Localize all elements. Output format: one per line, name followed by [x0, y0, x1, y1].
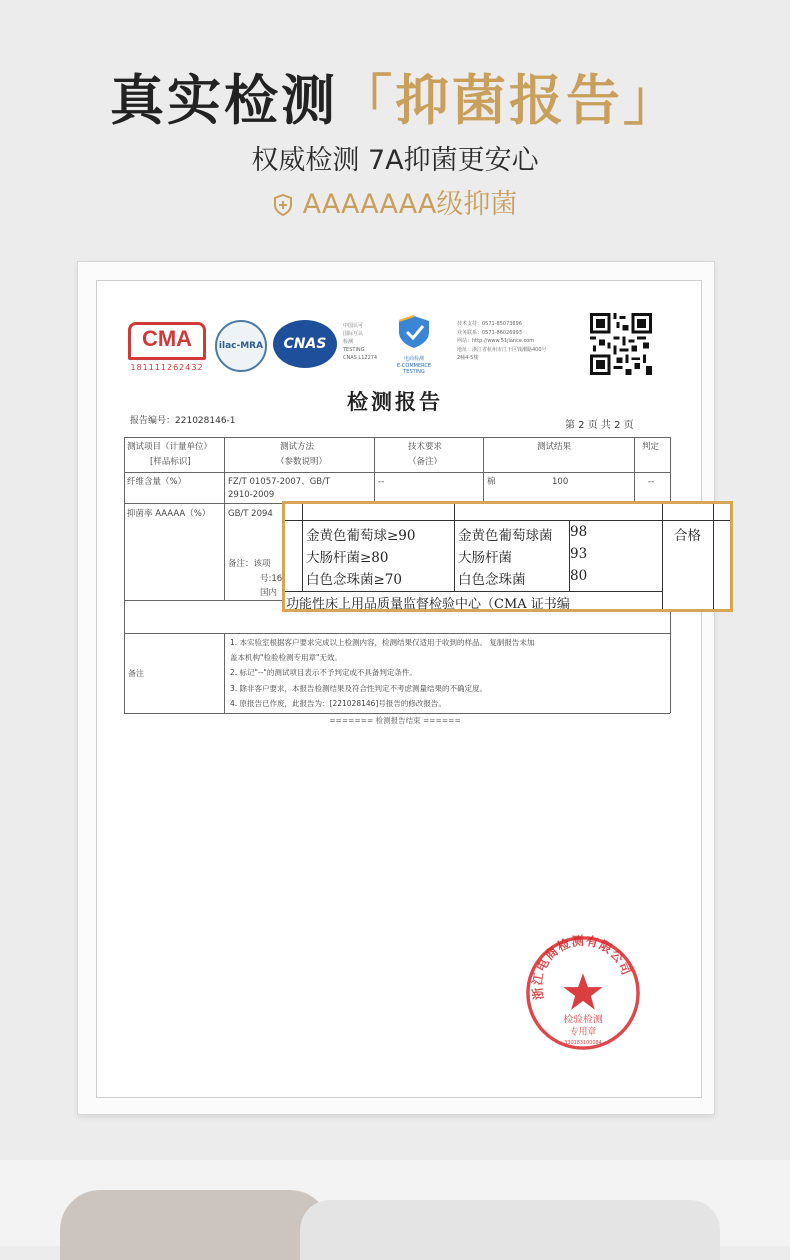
antibacterial-grade-badge [0, 182, 790, 221]
remark-line: 1. 本实验室根据客户要求完成以上检测内容，检测结果仅适用于收到的样品。 复制报告未加 [230, 638, 535, 647]
contact-info [457, 320, 547, 363]
requirement-ecoli: 大肠杆菌≥80 [306, 550, 389, 566]
contact-line: 业务联系：0571-86026993 [457, 329, 522, 336]
header-method: 测试方法 [280, 442, 315, 452]
cma-logo [128, 322, 206, 372]
row1-method: FZ/T 01057-2007、GB/T [228, 477, 331, 487]
header-result: 测试结果 [537, 442, 572, 452]
table-rule [124, 472, 670, 473]
seal-line1: 检验检测 [563, 1014, 603, 1026]
bacteria-ecoli: 大肠杆菌 [458, 550, 512, 566]
shield-caption-en: E-COMMERCE TESTING [396, 363, 432, 375]
header-item: 测试项目（计量单位） [127, 442, 213, 452]
table-rule [124, 633, 670, 634]
contact-line: 地址：浙江省杭州市江干区钱潮路400号 [457, 346, 547, 353]
value-staph: 98 [570, 524, 588, 540]
cma-number: 181111262432 [130, 363, 204, 372]
table-rule [224, 437, 225, 601]
seal-line2: 专用章 [569, 1027, 597, 1038]
contact-line: 技术支持：0571-85073696 [457, 321, 522, 327]
remark-line: 盖本机构"检验检测专用章"无效。 [230, 653, 342, 662]
table-rule [224, 633, 225, 713]
cma-mark: CMA [128, 322, 206, 360]
table-rule [124, 437, 125, 713]
report-number [130, 413, 236, 426]
row1-method-2: 2910-2009 [228, 490, 275, 500]
table-rule [374, 437, 375, 503]
contact-line: 网站：http://www.51jiance.com [457, 338, 535, 344]
cnas-caption-line: TESTING [343, 347, 365, 353]
page-indicator: 第 2 页 共 2 页 [565, 420, 634, 431]
cnas-caption-line: CNAS L12274 [343, 355, 378, 361]
row2-item: 抑菌率 AAAAA（%） [127, 509, 211, 519]
shield-caption: 电商检测 [403, 356, 424, 362]
heading-highlight: 「抑菌报告」 [338, 69, 680, 132]
cnas-caption-line: 检测 [343, 339, 354, 345]
shield-check-icon [394, 314, 434, 350]
cnas-caption-line: 国际互认 [343, 331, 364, 337]
cnas-logo: CNAS [273, 320, 337, 368]
report-end-marker: ======= 检测报告结束 ====== [329, 716, 461, 725]
badge-text: AAAAAAA级抑菌 [302, 189, 518, 220]
ecommerce-testing-logo [392, 314, 436, 375]
row1-item: 纤维含量（%） [127, 477, 187, 487]
header-judge: 判定 [642, 442, 660, 452]
photo-arm [60, 1190, 330, 1260]
header-method-sub: （参数说明） [276, 457, 328, 467]
qr-code-icon [590, 313, 652, 375]
cnas-caption [343, 322, 377, 362]
page-heading [0, 58, 790, 135]
photo-towel [300, 1200, 720, 1260]
remarks-label: 备注 [128, 669, 144, 678]
row1-result-label: 棉 [487, 477, 496, 487]
header-requirement-sub: （备注） [408, 457, 443, 467]
value-ecoli: 93 [570, 546, 588, 562]
remark-line: 4. 原报告已作废，此报告为：[221028146]号报告的修改报告。 [230, 699, 446, 708]
heading-main: 真实检测 [110, 69, 338, 132]
report-title: 检测报告 [347, 389, 443, 414]
header-item-sub: [样品标识] [150, 457, 191, 467]
row2-note-3: 国内 [260, 588, 278, 598]
remark-line: 3. 除非客户要求，本报告检测结果及符合性判定不考虑测量结果的不确定度。 [230, 684, 488, 693]
bacteria-staph: 金黄色葡萄球菌 [458, 528, 553, 544]
report-number-value: 221028146-1 [175, 416, 236, 426]
report-number-label: 报告编号： [130, 416, 176, 426]
page-subtitle: 权威检测 7A抑菌更安心 [251, 145, 539, 176]
row2-note-1: 备注：该项 [228, 559, 271, 569]
callout-footer: 功能性床上用品质量监督检验中心（CMA 证书编 [286, 597, 570, 612]
contact-line: 2幢4-5楼 [457, 355, 479, 361]
table-rule [634, 437, 635, 503]
value-candida: 80 [570, 568, 588, 584]
requirement-staph: 金黄色葡萄球≥90 [306, 528, 416, 544]
row1-judge: -- [648, 477, 655, 487]
row1-result-value: 100 [552, 477, 569, 487]
row1-requirement: -- [378, 477, 385, 487]
bacteria-candida: 白色念珠菌 [458, 572, 526, 588]
ilac-mra-logo: ilac-MRA [215, 320, 267, 372]
judge-pass: 合格 [674, 528, 701, 544]
requirement-candida: 白色念珠菌≥70 [306, 572, 402, 588]
shield-plus-icon [273, 194, 293, 216]
row2-method: GB/T 2094 [228, 509, 273, 519]
seal-number: 330183100084 [564, 1040, 602, 1047]
remark-line: 2. 标记"--"的测试项目表示不予判定或不具备判定条件。 [230, 668, 417, 677]
official-seal [524, 934, 642, 1052]
cnas-caption-line: 中国认可 [343, 323, 364, 329]
table-rule [124, 437, 670, 438]
header-requirement: 技术要求 [408, 442, 443, 452]
seal-arc-text: 浙江电商检测有限公司 [530, 934, 634, 1001]
row2-note-2: 号:16 [260, 574, 283, 584]
table-rule [124, 713, 670, 714]
table-rule [483, 437, 484, 503]
